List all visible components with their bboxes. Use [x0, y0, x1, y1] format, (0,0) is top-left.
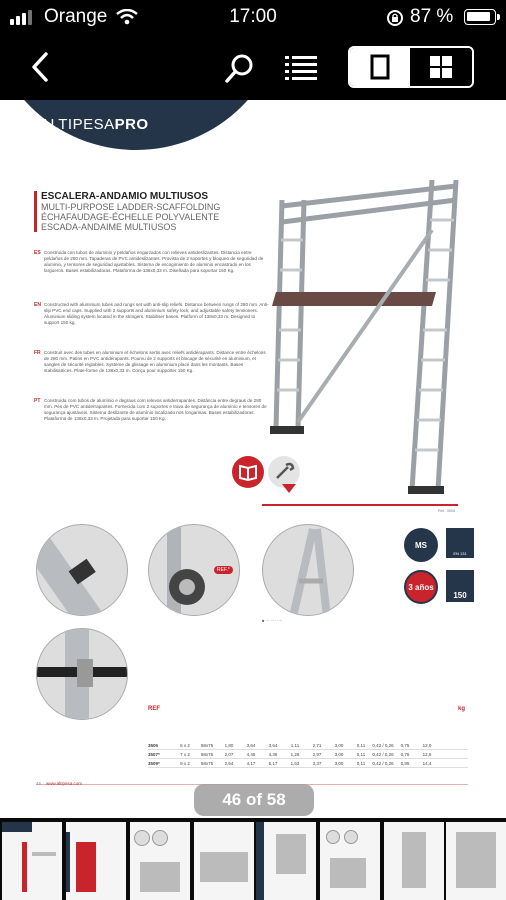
manual-icon	[232, 456, 264, 488]
product-title-pt: ESCADA-ANDAIME MULTIUSOS	[41, 222, 177, 232]
table-cell: 0,42 / 0,26	[372, 751, 394, 757]
brand-name: ALTIPESA	[40, 116, 115, 133]
detail-photo-strap	[36, 628, 128, 720]
table-cell: 3506	[148, 742, 159, 748]
thumbnail[interactable]	[256, 822, 316, 900]
section-divider	[262, 504, 458, 506]
thumbnail[interactable]	[2, 822, 62, 900]
table-cell: 0,42 / 0,26	[372, 742, 394, 748]
status-bar	[0, 0, 506, 36]
description-fr	[34, 350, 270, 374]
table-cell: 3509*	[148, 760, 160, 766]
description-text: Construit avec des tubes en aluminium et échelons sertis avec reliefs antidérapants. Distance entre échelons de 280 mm. Patins en PVC antidérapants. Pourvu de 2 supports et blocage de sécurité en aluminium, et sangles de sécurité réglables. Système de glissage en aluminium placé dans les montants. Bases stabilisatrices. Plate-forme de 138x0,33 m. Conçu pour supporter 150 Kg.	[44, 350, 266, 373]
view-mode-toggle	[348, 46, 474, 88]
list-icon[interactable]	[284, 52, 318, 84]
table-cell: 0,75	[400, 742, 410, 748]
table-cell: 0,11	[356, 751, 366, 757]
thumbnail[interactable]	[194, 822, 254, 900]
brand-suffix: PRO	[114, 116, 149, 133]
thumbnail[interactable]	[130, 822, 190, 900]
table-cell: 2,64	[224, 760, 234, 766]
product-titles	[34, 191, 264, 232]
badge-eu: EN 131	[446, 528, 474, 558]
clock: 17:00	[229, 6, 277, 27]
grid-view-button[interactable]	[410, 48, 472, 86]
table-cell: 2,97	[312, 751, 322, 757]
table-cell: 12,6	[422, 751, 432, 757]
table-cell: 3,00	[334, 760, 344, 766]
detail-photo-lock	[36, 524, 128, 616]
back-chevron-icon[interactable]	[26, 50, 56, 84]
thumbnail[interactable]	[320, 822, 380, 900]
table-cell: 3,00	[334, 751, 344, 757]
search-icon[interactable]	[224, 52, 256, 84]
badge-weight: 150	[446, 570, 474, 602]
badge-warranty: 3 años	[404, 570, 438, 604]
description-en	[34, 302, 270, 326]
thumbnail[interactable]	[446, 822, 506, 900]
table-cell: 3,00	[334, 742, 344, 748]
table-cell: 2,07	[224, 751, 234, 757]
table-cell: 4,45	[246, 751, 256, 757]
table-row	[148, 741, 468, 750]
table-cell: 4,36	[268, 751, 278, 757]
feature-note: ■ ··· ···· ····	[262, 618, 283, 623]
page-indicator: 46 of 58	[194, 784, 314, 816]
description-text: Constructed with aluminium tubes and rungs set with anti-slip reliefs. Distance between rungs of 280 mm. Anti-slip PVC end caps. Supplied with 2 supports and aluminium safety lock, and adjustable safety tensioners. Aluminium sliding system located in the stringers. Stabiliser bases. Platform of 138x0,33 m. Designed to support 150 kg.	[44, 302, 269, 325]
single-page-icon	[370, 54, 390, 80]
description-es	[34, 250, 270, 274]
table-cell: 14,4	[422, 760, 432, 766]
lang-code: FR	[34, 350, 41, 356]
description-text: Construída com tubos de alumínio e degraus com relevos antiderrapantes. Distância entre degraus de 280 mm. Pés de PVC antiderrapantes. Fornecida com 2 suportes e trava de segurança de alumínio e tensores de segurança ajustáveis. Sistema deslizante de alumínio localizado nos longarinas. Bases estabilizadoras. Plataforma de 138x0,33 m. Projetada para suportar 150 Kg.	[44, 398, 267, 421]
thumbnail[interactable]	[66, 822, 126, 900]
table-ref-header: REF	[148, 706, 160, 712]
table-cell: 5,17	[268, 760, 278, 766]
table-cell: 4,17	[246, 760, 256, 766]
table-cell: 58x75	[200, 760, 214, 766]
footer-url: www.altipesa.com	[46, 781, 83, 786]
product-title-fr: ÉCHAFAUDAGE-ÉCHELLE POLYVALENTE	[41, 212, 220, 222]
arrow-icon	[282, 484, 296, 493]
spec-table	[148, 703, 468, 768]
lang-code: ES	[34, 250, 41, 256]
table-cell: 0,85	[400, 760, 410, 766]
grid-icon	[429, 55, 453, 79]
thumbnail[interactable]	[384, 822, 444, 900]
carrier-label: Orange	[44, 6, 108, 27]
table-cell: 3,64	[268, 742, 278, 748]
table-cell: 9 x 2	[180, 760, 190, 766]
table-cell: 0,75	[400, 751, 410, 757]
battery-percent: 87 %	[410, 6, 454, 27]
viewer-toolbar	[0, 36, 506, 100]
table-row	[148, 750, 468, 759]
product-title: ESCALERA-ANDAMIO MULTIUSOS	[41, 191, 209, 202]
product-title-en: MULTI-PURPOSE LADDER-SCAFFOLDING	[41, 202, 221, 212]
ladder-scaffold-image	[262, 160, 472, 500]
table-cell: 3,64	[246, 742, 256, 748]
brand-logo	[40, 116, 149, 133]
table-cell: 1,28	[290, 751, 300, 757]
table-cell: 1,11	[290, 742, 300, 748]
lang-code: EN	[34, 302, 41, 308]
table-cell: 0,11	[356, 760, 366, 766]
table-cell: 3507*	[148, 751, 160, 757]
description-pt	[34, 398, 270, 422]
table-cell: 2,71	[312, 742, 322, 748]
table-unit: kg	[458, 706, 466, 712]
table-cell: 12,0	[422, 742, 432, 748]
table-cell: 1,80	[224, 742, 234, 748]
orientation-lock-icon	[386, 9, 404, 27]
detail-photo-frame	[262, 524, 354, 616]
table-cell: 1,63	[290, 760, 300, 766]
table-cell: 6 x 2	[180, 742, 190, 748]
footer-page-number: 46	[36, 781, 42, 786]
thumbnail-strip[interactable]	[0, 818, 506, 900]
catalog-page[interactable]	[0, 100, 506, 818]
table-cell: 0,11	[356, 742, 366, 748]
badge-ms: MS	[404, 528, 438, 562]
single-page-view-button[interactable]	[350, 48, 410, 86]
ref-number: Ref. 3506	[438, 508, 456, 513]
table-row	[148, 759, 468, 768]
table-cell: 0,42 / 0,26	[372, 760, 394, 766]
lang-code: PT	[34, 398, 41, 404]
ref-tag: REF.*	[214, 566, 233, 574]
table-cell: 58x75	[200, 751, 214, 757]
table-cell: 7 x 2	[180, 751, 190, 757]
table-cell: 3,37	[312, 760, 322, 766]
battery-icon	[464, 9, 496, 25]
table-cell: 58x75	[200, 742, 214, 748]
description-text: Construida con tubos de aluminio y peldaños engarzados con relieves antideslizantes. Distancia entre peldaños de 280 mm. Tapaderas de PVC antideslizantes. Provista de 2 soportes y bloqueo de seguridad de aluminio, y tensores de seguridad ajustables. Sistema de escogimiento de aluminio encastrado en los largueros. Bases estabilizadoras. Plataforma de 138x0,33 m. Diseñada para soportar 150 Kg.	[44, 250, 264, 273]
